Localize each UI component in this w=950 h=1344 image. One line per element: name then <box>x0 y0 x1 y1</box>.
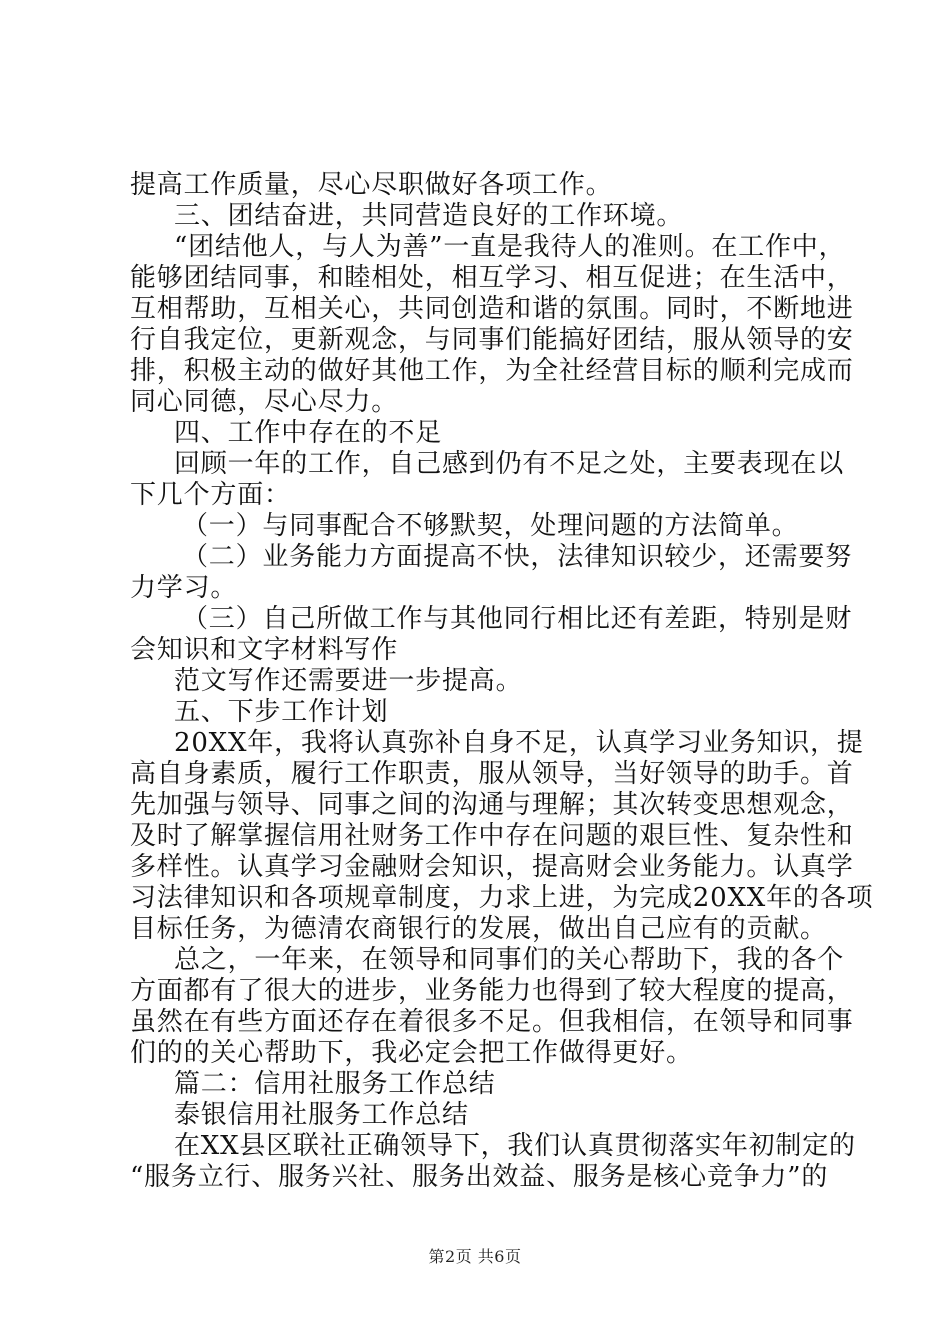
text-line: 五、下步工作计划 <box>174 697 389 727</box>
text-line: 方面都有了很大的进步，业务能力也得到了较大程度的提高， <box>130 976 854 1006</box>
text-line: 回顾一年的工作，自己感到仍有不足之处，主要表现在以 <box>174 449 845 479</box>
text-line: 三、团结奋进，共同营造良好的工作环境。 <box>174 201 684 231</box>
document-body <box>130 170 874 1193</box>
text-line: 虽然在有些方面还存在着很多不足。但我相信，在领导和同事 <box>130 1007 854 1037</box>
text-line: 多样性。认真学习金融财会知识，提高财会业务能力。认真学 <box>130 852 854 882</box>
text-line: 先加强与领导、同事之间的沟通与理解；其次转变思想观念， <box>130 790 854 820</box>
text-line: 互相帮助，互相关心，共同创造和谐的氛围。同时，不断地进 <box>130 294 854 324</box>
text-line: （一）与同事配合不够默契，处理问题的方法简单。 <box>182 511 799 541</box>
text-line: 范文写作还需要进一步提高。 <box>174 666 523 696</box>
text-line: 20XX年，我将认真弥补自身不足，认真学习业务知识，提 <box>174 728 864 758</box>
text-line: 提高工作质量，尽心尽职做好各项工作。 <box>130 170 613 200</box>
text-line: 篇二：信用社服务工作总结 <box>174 1069 496 1099</box>
page-footer: 第2页 共6页 <box>428 1247 522 1266</box>
text-line: 习法律知识和各项规章制度，力求上进，为完成20XX年的各项 <box>130 883 874 913</box>
text-line: 同心同德，尽心尽力。 <box>130 387 399 417</box>
text-line: 排，积极主动的做好其他工作，为全社经营目标的顺利完成而 <box>130 356 854 386</box>
text-line: 在XX县区联社正确领导下，我们认真贯彻落实年初制定的 <box>174 1131 856 1161</box>
text-line: （二）业务能力方面提高不快，法律知识较少，还需要努 <box>182 542 853 572</box>
text-line: 泰银信用社服务工作总结 <box>174 1100 469 1130</box>
text-line: 总之，一年来，在领导和同事们的关心帮助下，我的各个 <box>174 945 845 975</box>
text-line: “服务立行、服务兴社、服务出效益、服务是核心竞争力”的 <box>130 1162 829 1192</box>
text-line: （三）自己所做工作与其他同行相比还有差距，特别是财 <box>182 604 853 634</box>
text-line: 目标任务，为德清农商银行的发展，做出自己应有的贡献。 <box>130 914 827 944</box>
text-line: 高自身素质，履行工作职责，服从领导，当好领导的助手。首 <box>130 759 854 789</box>
text-line: 们的的关心帮助下，我必定会把工作做得更好。 <box>130 1038 693 1068</box>
text-line: 下几个方面： <box>130 480 291 510</box>
text-line: 会知识和文字材料写作 <box>130 635 399 665</box>
text-line: 四、工作中存在的不足 <box>174 418 443 448</box>
text-line: 行自我定位，更新观念，与同事们能搞好团结，服从领导的安 <box>130 325 854 355</box>
text-line: 力学习。 <box>130 573 238 603</box>
text-line: 能够团结同事，和睦相处，相互学习、相互促进；在生活中， <box>130 263 854 293</box>
text-line: “团结他人，与人为善”一直是我待人的准则。在工作中， <box>174 232 846 262</box>
text-line: 及时了解掌握信用社财务工作中存在问题的艰巨性、复杂性和 <box>130 821 854 851</box>
